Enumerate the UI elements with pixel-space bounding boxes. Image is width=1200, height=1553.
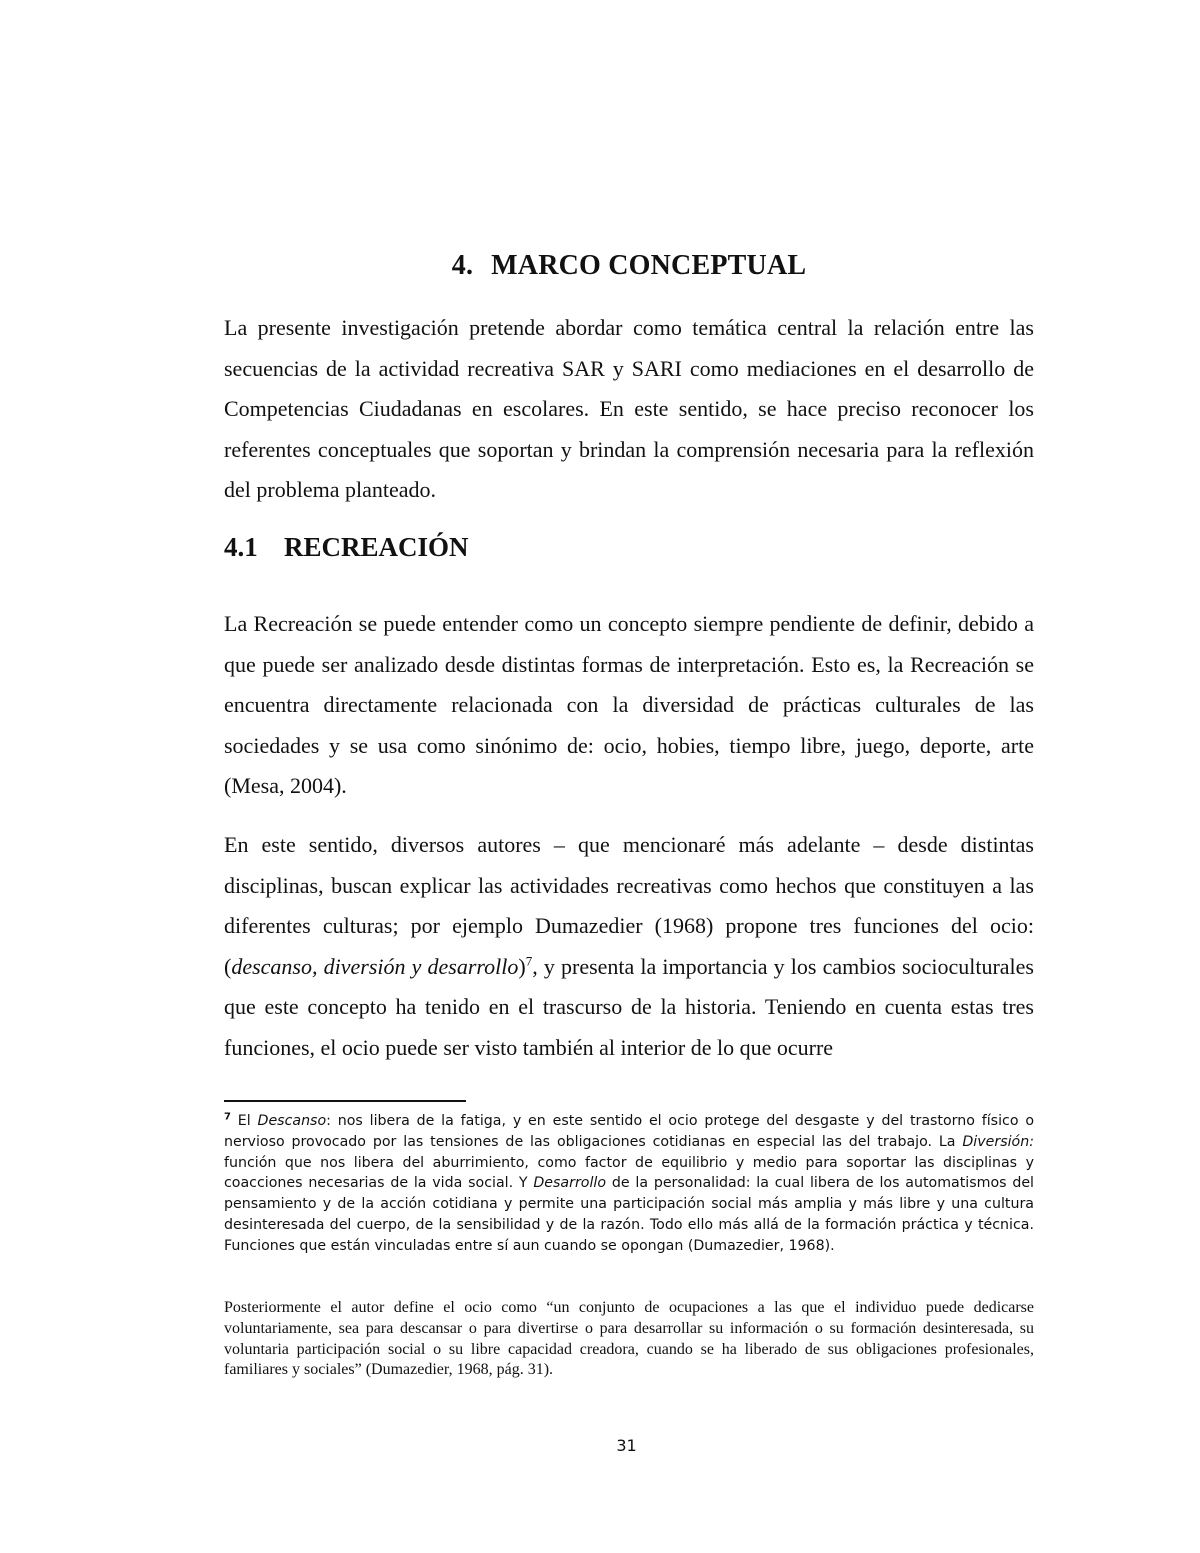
footnote-marker: 7	[224, 1111, 231, 1123]
footnote-text: El	[230, 1113, 258, 1129]
footnote-separator	[224, 1100, 466, 1102]
page-number: 31	[616, 1436, 637, 1455]
body-paragraph-recreacion: La Recreación se puede entender como un concepto siempre pendiente de definir, debido a que puede ser analizado desde distintas formas de interpretación. Esto es, la Recreación se encuentra directamente relacionada con la diversidad de prácticas culturales de las sociedades y se usa como sinónimo de: ocio, hobies, tiempo libre, juego, deporte, arte (Mesa, 2004).	[224, 611, 1034, 798]
footnote-text: función que nos libera del aburrimiento, como factor de equilibrio y medio para soportar las disciplinas y coacciones necesarias de la vida social. Y	[224, 1154, 1034, 1192]
body-paragraph-dumazedier	[224, 825, 1034, 1068]
section-number: 4.1	[224, 532, 258, 562]
paragraph-close-paren: )	[518, 953, 526, 979]
footnote-text: : nos libera de la fatiga, y en este sentido el ocio protege del desgaste y del trastorno físico o nervioso provocado por las tensiones de las obligaciones cotidianas en especial las del trabajo. La	[224, 1113, 1035, 1150]
chapter-heading	[224, 250, 1034, 282]
chapter-number: 4.	[451, 250, 474, 281]
intro-paragraph: La presente investigación pretende abordar como temática central la relación entre las secuencias de la actividad recreativa SAR y SARI como mediaciones en el desarrollo de Competencias Ciudadanas en escolares. En este sentido, se hace preciso reconocer los referentes conceptuales que soportan y brindan la comprensión necesaria para la reflexión del problema planteado.	[224, 315, 1034, 502]
footnote-text: de la personalidad: la cual libera de los automatismos del pensamiento y de la acción cotidiana y permite una participación social más amplia y más libre y una cultura desinteresada del cuerpo, de la sensibilidad y de la razón. Todo ello más allá de la formación práctica y técnica. Funciones que están vinculadas entre sí aun cuando se opongan (Dumazedier, 1968).	[224, 1175, 1034, 1254]
paragraph-text-after: , y presenta la importancia y los cambios socioculturales que este concepto ha tenido en el trascurso de la historia. Teniendo en cuenta estas tres funciones, el ocio puede ser visto también al interior de lo que ocurre	[224, 953, 1034, 1060]
chapter-title: MARCO CONCEPTUAL	[491, 250, 807, 281]
paragraph-text-before: En este sentido, diversos autores – que mencionaré más adelante – desde distintas disciplinas, buscan explicar las actividades recreativas como hechos que constituyen a las diferentes culturas; por ejemplo Dumazedier (1968) propone tres funciones del ocio: (	[224, 832, 1034, 979]
footnote-italic-term: Descanso	[257, 1113, 327, 1129]
footnote-italic-term: Desarrollo	[533, 1175, 607, 1192]
footnote	[224, 1111, 1034, 1257]
footnote-italic-term: Diversión:	[962, 1133, 1034, 1150]
section-title: RECREACIÓN	[284, 532, 469, 562]
paragraph-italic-functions: descanso, diversión y desarrollo	[231, 953, 519, 979]
section-heading	[224, 532, 469, 563]
footnote-continuation: Posteriormente el autor define el ocio como “un conjunto de ocupaciones a las que el individuo puede dedicarse voluntariamente, sea para descansar o para divertirse o para desarrollar su información o su formación desinteresada, su voluntaria participación social o su libre capacidad creadora, cuando se ha liberado de sus obligaciones profesionales, familiares y sociales” (Dumazedier, 1968, pág. 31).	[224, 1299, 1034, 1379]
footnote-reference[interactable]: 7	[525, 953, 533, 969]
